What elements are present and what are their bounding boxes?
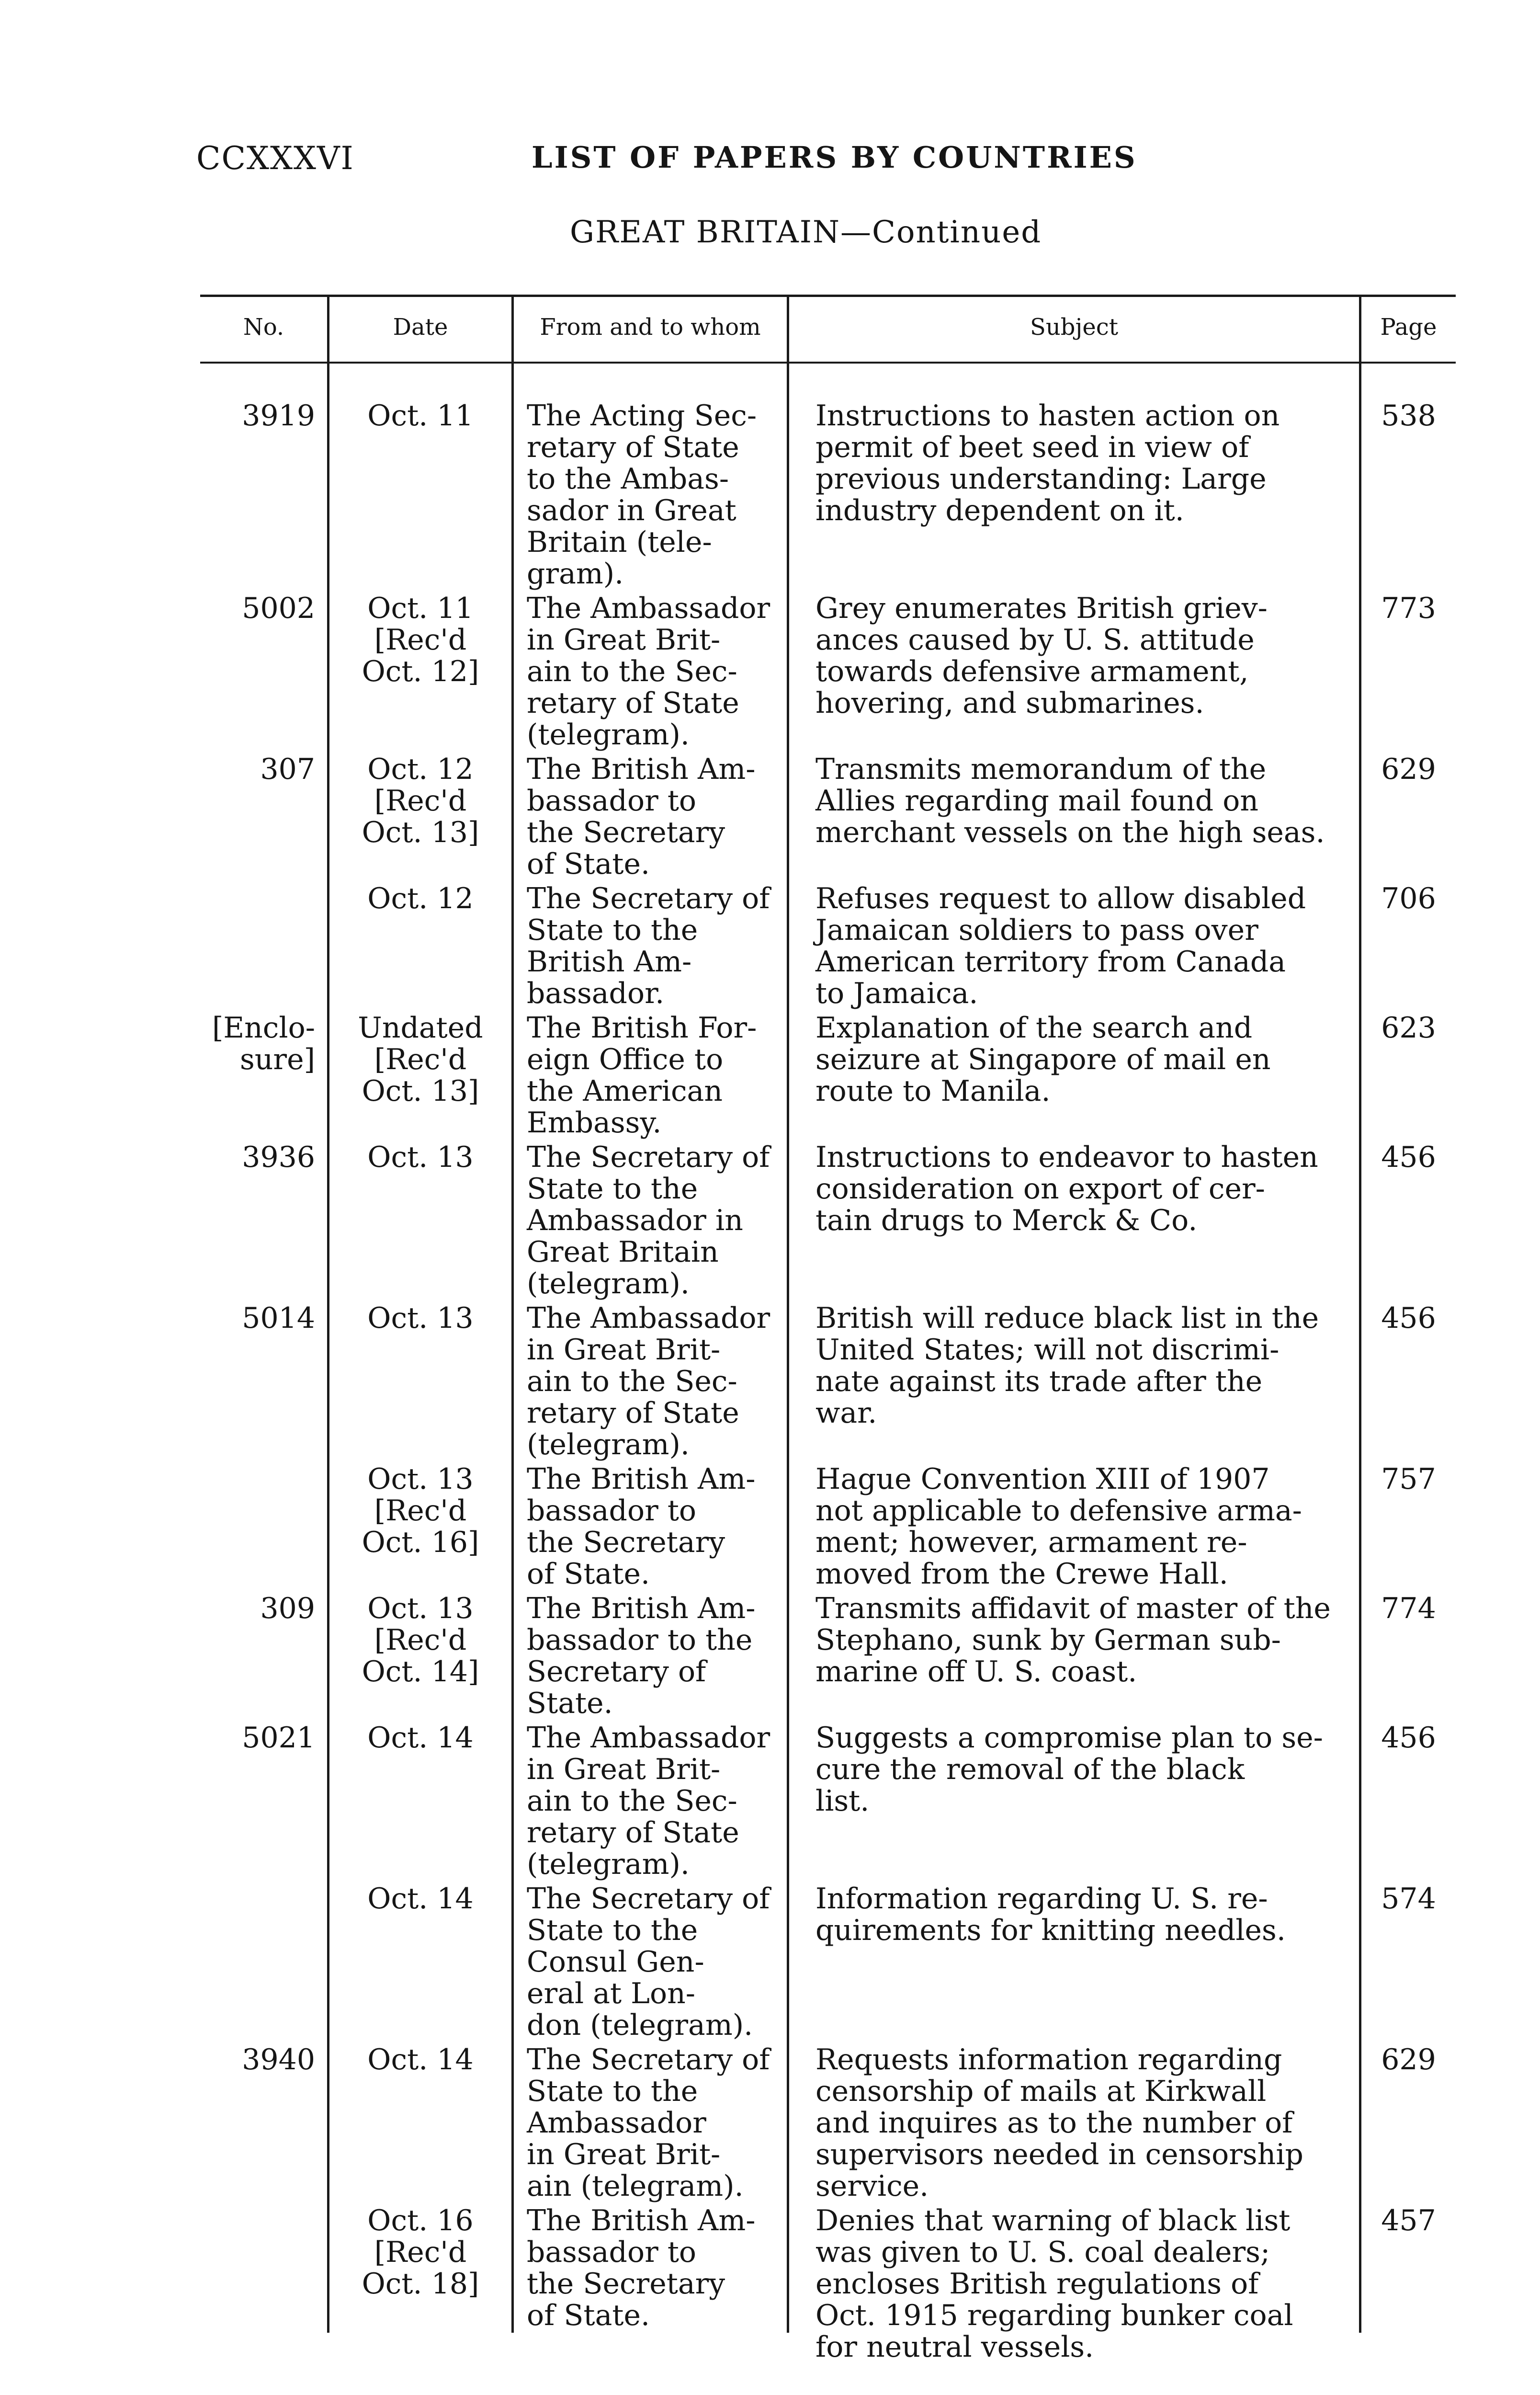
row-from-to: The Secretary of State to the Ambassador in Great Britain (telegram).	[527, 1140, 770, 1300]
row-subject: Instructions to hasten action on permit of beet seed in view of previous understanding: Large industry dependent on it.	[815, 399, 1280, 527]
row-date: Oct. 14	[367, 1882, 474, 1916]
row-number: 5021	[242, 1721, 315, 1755]
column-header-page: Page	[1380, 314, 1437, 341]
row-from-to: The Ambassador in Great Brit- ain to the Sec- retary of State (telegram).	[527, 1721, 770, 1881]
row-number: 5002	[242, 592, 315, 625]
row-page: 757	[1381, 1462, 1436, 1496]
row-from-to: The Secretary of State to the Consul Gen- eral at Lon- don (telegram).	[527, 1882, 770, 2042]
row-date: Oct. 11 [Rec'd Oct. 12]	[362, 592, 479, 688]
row-page: 773	[1381, 592, 1436, 625]
row-date: Oct. 13	[367, 1140, 474, 1174]
row-date: Undated [Rec'd Oct. 13]	[358, 1011, 483, 1108]
row-from-to: The British Am- bassador to the Secretary of State.	[527, 1462, 756, 1591]
row-from-to: The British For- eign Office to the American Embassy.	[527, 1011, 757, 1140]
row-date: Oct. 14	[367, 1721, 474, 1755]
row-page: 774	[1381, 1592, 1436, 1625]
row-date: Oct. 12	[367, 882, 474, 915]
row-page: 538	[1381, 399, 1436, 433]
column-header-from: From and to whom	[540, 314, 761, 341]
row-page: 456	[1381, 1721, 1436, 1755]
row-subject: Refuses request to allow disabled Jamaican soldiers to pass over American territory from Canada to Jamaica.	[815, 882, 1306, 1010]
row-number: [Enclo- sure]	[212, 1011, 315, 1076]
row-page: 629	[1381, 2043, 1436, 2076]
table-row	[200, 2044, 1456, 2202]
row-page: 456	[1381, 1301, 1436, 1335]
row-subject: Denies that warning of black list was given to U. S. coal dealers; encloses British regulations of Oct. 1915 regarding bunker coal for neutral vessels.	[815, 2204, 1293, 2364]
row-date: Oct. 16 [Rec'd Oct. 18]	[362, 2204, 479, 2301]
table-row	[200, 1722, 1456, 1880]
table-row	[200, 1593, 1456, 1719]
row-number: 3919	[242, 399, 315, 433]
table-header-rule	[200, 362, 1456, 364]
row-date: Oct. 13 [Rec'd Oct. 14]	[362, 1592, 479, 1688]
row-subject: Suggests a compromise plan to se- cure the removal of the black list.	[815, 1721, 1323, 1818]
row-subject: Instructions to endeavor to hasten consideration on export of cer- tain drugs to Merck & Co.	[815, 1140, 1318, 1237]
row-subject: Transmits affidavit of master of the Stephano, sunk by German sub- marine off U. S. coast.	[815, 1592, 1331, 1688]
row-page: 457	[1381, 2204, 1436, 2237]
row-from-to: The Secretary of State to the British Am- bassador.	[527, 882, 770, 1010]
section-title: GREAT BRITAIN—Continued	[570, 215, 1042, 250]
row-from-to: The Acting Sec- retary of State to the Ambas- sador in Great Britain (tele- gram).	[527, 399, 757, 591]
row-page: 456	[1381, 1140, 1436, 1174]
page-number: CCXXXVI	[196, 140, 354, 177]
table-row	[200, 1302, 1456, 1460]
table-row	[200, 1883, 1456, 2041]
row-page: 706	[1381, 882, 1436, 915]
table-row	[200, 400, 1456, 590]
row-date: Oct. 12 [Rec'd Oct. 13]	[362, 753, 479, 849]
row-page: 623	[1381, 1011, 1436, 1045]
row-number: 3940	[242, 2043, 315, 2076]
table-row	[200, 1141, 1456, 1300]
column-header-no: No.	[243, 314, 284, 341]
table-row	[200, 593, 1456, 751]
table-row	[200, 1012, 1456, 1139]
table-body	[200, 400, 1456, 2366]
row-subject: Hague Convention XIII of 1907 not applicable to defensive arma- ment; however, armament re- moved from the Crewe Hall.	[815, 1462, 1302, 1591]
row-date: Oct. 11	[367, 399, 474, 433]
page-header	[0, 140, 1540, 183]
table-row	[200, 883, 1456, 1009]
row-page: 574	[1381, 1882, 1436, 1916]
row-date: Oct. 13 [Rec'd Oct. 16]	[362, 1462, 479, 1559]
column-header-subject: Subject	[1030, 314, 1118, 341]
row-from-to: The Ambassador in Great Brit- ain to the Sec- retary of State (telegram).	[527, 592, 770, 752]
row-from-to: The British Am- bassador to the Secretary of State.	[527, 1592, 756, 1720]
row-subject: Information regarding U. S. re- quirements for knitting needles.	[815, 1882, 1286, 1947]
row-date: Oct. 14	[367, 2043, 474, 2076]
papers-table	[200, 295, 1456, 2364]
table-row	[200, 1463, 1456, 1590]
row-number: 5014	[242, 1301, 315, 1335]
row-from-to: The British Am- bassador to the Secretary of State.	[527, 753, 756, 881]
table-row	[200, 753, 1456, 880]
row-from-to: The Ambassador in Great Brit- ain to the Sec- retary of State (telegram).	[527, 1301, 770, 1461]
row-from-to: The British Am- bassador to the Secretary of State.	[527, 2204, 756, 2332]
row-from-to: The Secretary of State to the Ambassador in Great Brit- ain (telegram).	[527, 2043, 770, 2203]
row-subject: Grey enumerates British griev- ances caused by U. S. attitude towards defensive armament, hovering, and submarines.	[815, 592, 1268, 720]
column-header-date: Date	[393, 314, 448, 341]
row-number: 309	[260, 1592, 315, 1625]
row-date: Oct. 13	[367, 1301, 474, 1335]
page-title: LIST OF PAPERS BY COUNTRIES	[532, 140, 1137, 175]
row-number: 307	[260, 753, 315, 786]
row-number: 3936	[242, 1140, 315, 1174]
row-subject: Transmits memorandum of the Allies regarding mail found on merchant vessels on the high seas.	[815, 753, 1325, 849]
row-page: 629	[1381, 753, 1436, 786]
row-subject: British will reduce black list in the United States; will not discrimi- nate against its trade after the war.	[815, 1301, 1319, 1430]
table-top-rule	[200, 295, 1456, 297]
row-subject: Explanation of the search and seizure at Singapore of mail en route to Manila.	[815, 1011, 1271, 1108]
row-subject: Requests information regarding censorship of mails at Kirkwall and inquires as to the number of supervisors needed in censorship service.	[815, 2043, 1303, 2203]
table-row	[200, 2205, 1456, 2363]
